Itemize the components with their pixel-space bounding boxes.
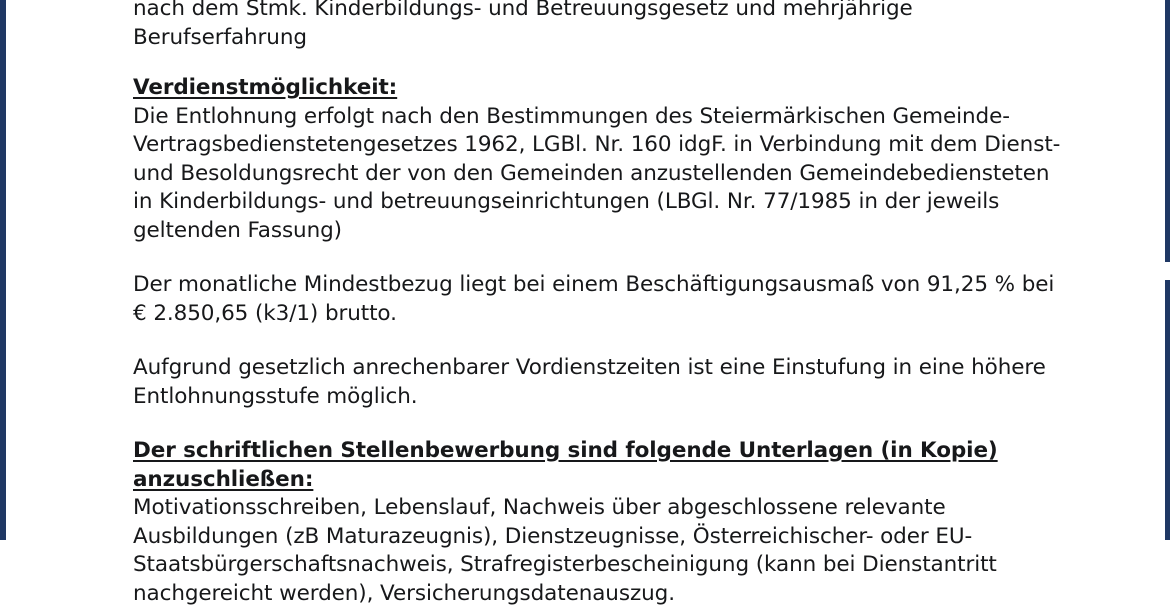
paragraph-vordienstzeiten: Aufgrund gesetzlich anrechenbarer Vordienstzeiten ist eine Einstufung in eine höhere Entlohnungsstufe möglich.: [133, 355, 1046, 409]
top-fragment-paragraph: nach dem Stmk. Kinderbildungs- und Betreuungsgesetz und mehrjährige Berufserfahrung: [133, 0, 913, 50]
spacer: [133, 411, 1063, 437]
right-accent-bar-gap: [1165, 262, 1170, 280]
document-body: [133, 0, 1063, 608]
section-heading-verdienstmoeglichkeit: Verdienstmöglichkeit:: [133, 75, 398, 100]
paragraph-entlohnung: Die Entlohnung erfolgt nach den Bestimmungen des Steiermärkischen Gemeinde-Vertragsbedienstetengesetzes 1962, LGBl. Nr. 160 idgF. in Verbindung mit dem Dienst- und Besoldungsrecht der von den Gemeinden anzustellenden Gemeindebediensteten in Kinderbildungs- und betreuungseinrichtungen (LBGl. Nr. 77/1985 in der jeweils geltenden Fassung): [133, 103, 1061, 243]
spacer: [133, 245, 1063, 271]
section-heading-unterlagen: Der schriftlichen Stellenbewerbung sind folgende Unterlagen (in Kopie) anzuschließen:: [133, 438, 998, 492]
paragraph-unterlagen-liste: Motivationsschreiben, Lebenslauf, Nachweis über abgeschlossene relevante Ausbildungen (zB Maturazeugnis), Dienstzeugnisse, Österreichischer- oder EU-Staatsbürgerschaftsnachweis, Strafregisterbescheinigung (kann bei Dienstantritt nachgereicht werden), Versicherungsdatenauszug.: [133, 495, 997, 606]
spacer: [133, 52, 1063, 74]
paragraph-mindestbezug: Der monatliche Mindestbezug liegt bei einem Beschäftigungsausmaß von 91,25 % bei € 2.850,65 (k3/1) brutto.: [133, 272, 1055, 326]
left-accent-bar: [0, 0, 6, 540]
spacer: [133, 328, 1063, 354]
